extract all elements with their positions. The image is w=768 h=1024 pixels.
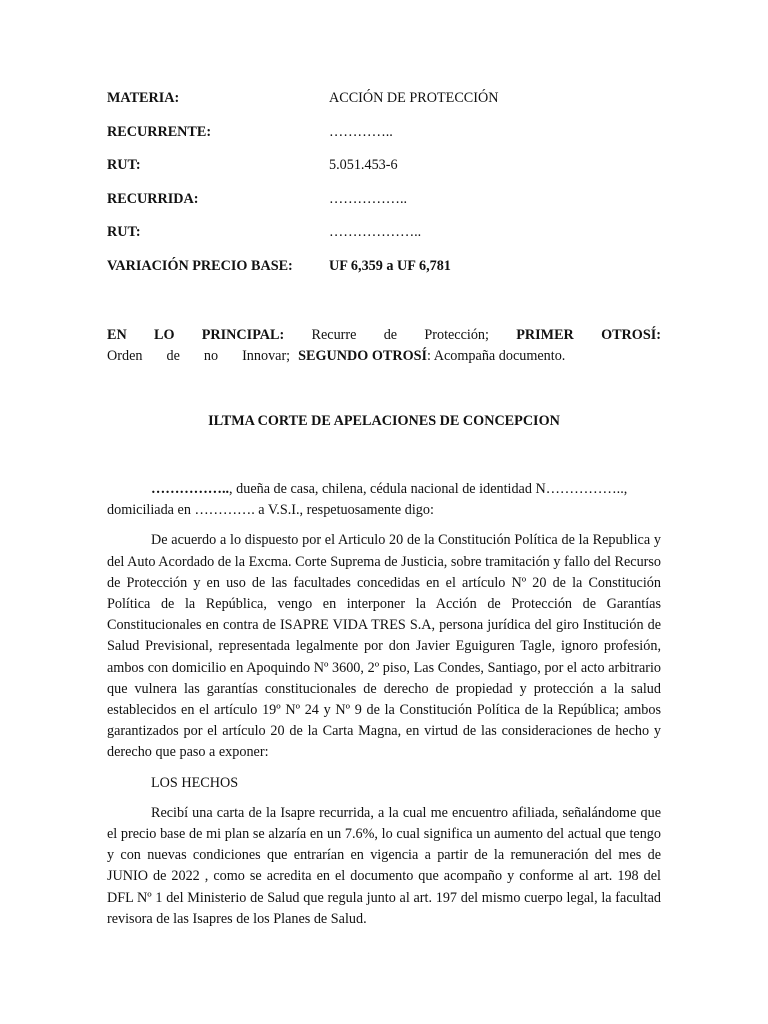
recurrente-row [107,124,667,158]
variacion-row [107,258,667,292]
sumilla-line-1 [107,325,661,346]
materia-label: MATERIA: [107,90,180,106]
sumilla-line-2 [107,346,661,367]
name-blank: …………….. [151,481,230,497]
document-body [107,479,661,930]
intro-text: domiciliada en …………. a V.S.I., respetuosamente digo: [107,502,434,519]
rut-label: RUT: [107,157,141,173]
sumilla-word: Orden [107,348,143,364]
recurrente-value: ………….. [329,123,393,140]
variacion-label: VARIACIÓN PRECIO BASE: [107,257,293,274]
materia-row [107,90,667,124]
hechos-heading: LOS HECHOS [151,774,239,791]
sumilla-word: OTROSÍ: [601,327,661,343]
materia-value: ACCIÓN DE PROTECCIÓN [329,90,499,106]
court-title: ILTMA CORTE DE APELACIONES DE CONCEPCION [208,413,560,429]
recurrida-row [107,191,667,225]
sumilla-word: SEGUNDO OTROSÍ [298,348,428,364]
sumilla-word: no [203,348,219,364]
rut-value: 5.051.453-6 [329,157,398,173]
hechos-paragraph: Recibí una carta de la Isapre recurrida, a la cual me encuentro afiliada, señalándome que el precio base de mi plan se alzaría en un 7.6%, lo cual significa un aumento del actual que tengo y con nuevas condiciones que entrarían en vigencia a partir de la remuneración del mes de JUNIO de 2022 , como se acredita en el documento que acompaño y conforme al art. 198 del DFL Nº 1 del Ministerio de Salud que regula junto al art. 197 del mismo cuerpo legal, la facultad revisora de las Isapres de los Planes de Salud. [107,804,661,927]
intro-paragraph [107,479,661,521]
variacion-value: UF 6,359 a UF 6,781 [329,257,451,274]
rut-recurrida-row [107,224,667,258]
rut-recurrente-row [107,157,667,191]
recurrida-value: …………….. [329,190,408,207]
recurrente-label: RECURRENTE: [107,123,212,140]
rut-value: ……………….. [329,224,422,240]
sumilla-word: PRIMER [516,327,574,343]
sumilla-word: de [383,327,398,343]
sumilla [107,325,661,367]
sumilla-word: : Acompaña documento. [427,348,566,364]
main-paragraph: De acuerdo a lo dispuesto por el Articulo 20 de la Constitución Política de la Republica y del Auto Acordado de la Excma. Corte Suprema de Justicia, sobre tramitación y fallo del Recurso de Protección y en uso de las facultades concedidas en el artículo Nº 20 de la Constitución Política de la República, vengo en interponer la Acción de Protección de Garantías Constitucionales en contra de ISAPRE VIDA TRES S.A, persona jurídica del giro Institución de Salud Previsional, representada legalmente por don Javier Eguiguren Tagle, ignoro profesión, ambos con domicilio en Apoquindo Nº 3600, 2º piso, Las Condes, Santiago, por el acto arbitrario que vulnera las garantías constitucionales de derecho de propiedad y protección a la salud establecidos en el artículo 19º Nº 24 y Nº 9 de la Constitución Política de la República; ambos garantizados por el artículo 20 de la Carta Magna, en virtud de las consideraciones de hecho y derecho que paso a exponer: [107,532,661,761]
case-header [107,90,667,291]
sumilla-word: Recurre [311,327,357,343]
rut-label: RUT: [107,224,141,240]
sumilla-word: de [166,348,180,364]
sumilla-word: Innovar; [242,348,291,364]
intro-text: , dueña de casa, chilena, cédula nacional de identidad N…………….., [229,481,628,497]
sumilla-word: EN [107,327,127,343]
recurrida-label: RECURRIDA: [107,190,199,207]
sumilla-word: LO [153,327,175,343]
sumilla-word: Protección; [424,327,489,343]
sumilla-word: PRINCIPAL: [201,327,285,343]
